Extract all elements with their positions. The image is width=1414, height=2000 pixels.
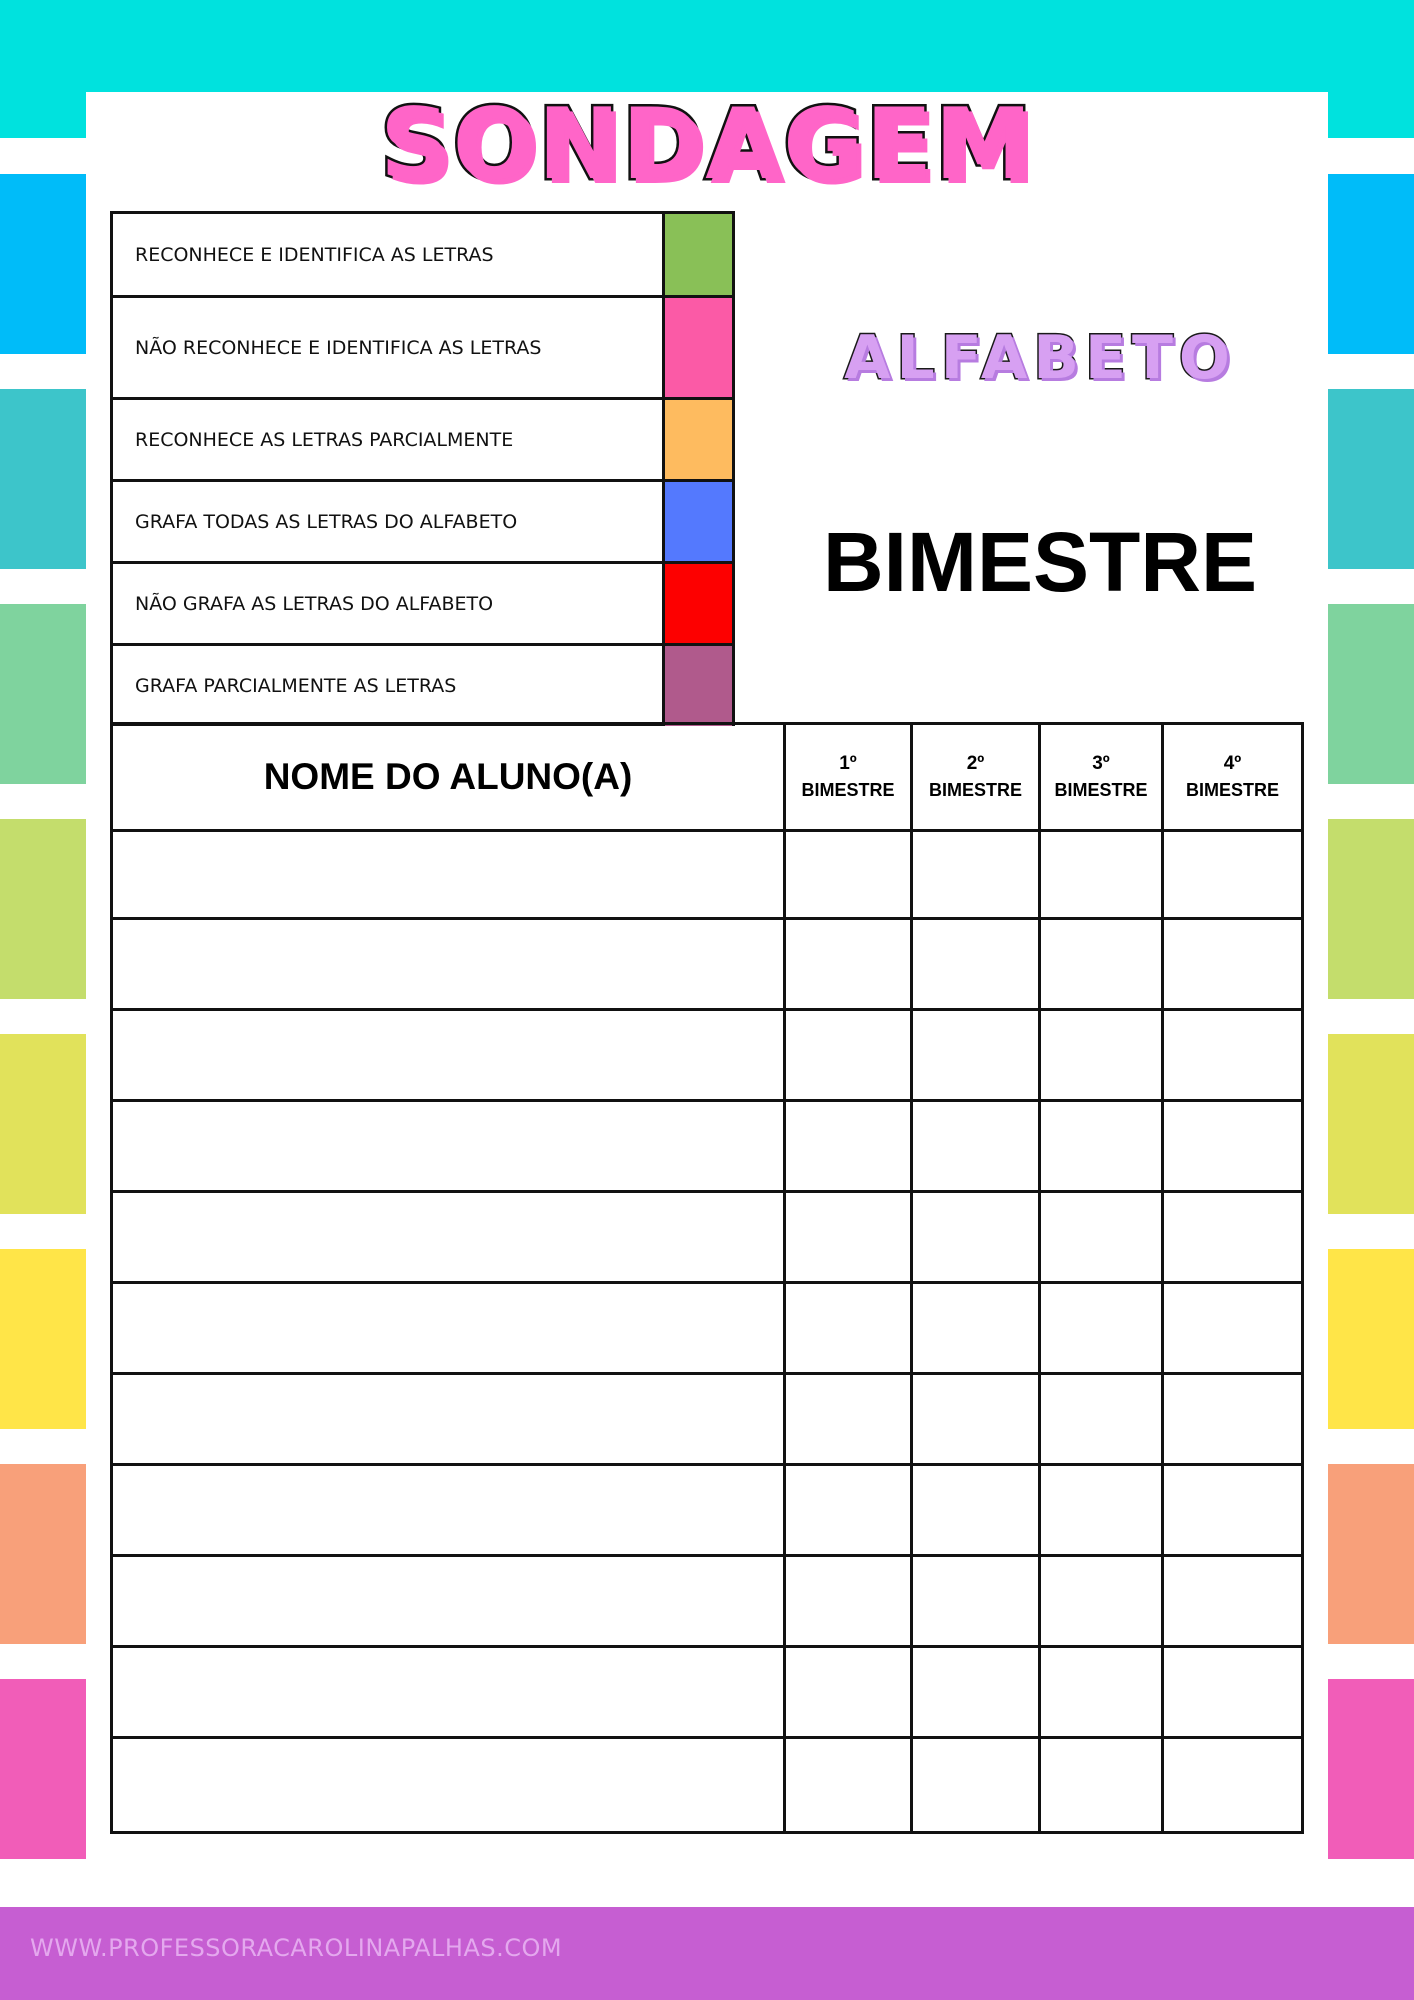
period-heading: BIMESTRE	[822, 515, 1258, 609]
footer-url: WWW.PROFESSORACAROLINAPALHAS.COM	[30, 1934, 563, 1962]
student-row	[113, 1648, 1301, 1739]
legend-swatch-purple	[665, 646, 732, 726]
bimester-number: 1º	[839, 753, 857, 774]
student-row	[113, 1557, 1301, 1648]
page-title: SONDAGEM	[379, 88, 1034, 202]
grid-header	[113, 725, 1301, 832]
legend-swatch-red	[665, 564, 732, 643]
side-stripe	[1328, 389, 1414, 569]
side-stripe	[1328, 1034, 1414, 1214]
student-row	[113, 1193, 1301, 1284]
legend-swatch-pink	[665, 298, 732, 397]
legend-swatch-blue	[665, 482, 732, 561]
legend-row	[113, 214, 732, 298]
bimester-label: BIMESTRE	[801, 780, 895, 800]
side-stripe	[0, 1249, 86, 1429]
bimester-label: BIMESTRE	[1054, 780, 1148, 800]
legend-label: NÃO GRAFA AS LETRAS DO ALFABETO	[113, 564, 665, 643]
side-stripe	[1328, 819, 1414, 999]
student-row	[113, 1739, 1301, 1830]
name-column-header: NOME DO ALUNO(A)	[263, 756, 633, 797]
column-divider	[783, 725, 786, 1831]
bimester-2-header	[913, 725, 1038, 829]
side-stripe	[0, 1679, 86, 1859]
bimester-3-header	[1041, 725, 1161, 829]
column-divider	[1161, 725, 1164, 1831]
legend-label: GRAFA TODAS AS LETRAS DO ALFABETO	[113, 482, 665, 561]
side-stripe	[1328, 604, 1414, 784]
student-row	[113, 1102, 1301, 1193]
student-row	[113, 920, 1301, 1011]
column-divider	[910, 725, 913, 1831]
subtitle-alfabeto: ALFABETO	[844, 323, 1236, 393]
legend-row	[113, 400, 732, 482]
legend-row	[113, 482, 732, 564]
legend-label: GRAFA PARCIALMENTE AS LETRAS	[113, 646, 665, 726]
legend-label: RECONHECE AS LETRAS PARCIALMENTE	[113, 400, 665, 479]
student-row	[113, 1284, 1301, 1375]
legend-row	[113, 564, 732, 646]
student-row	[113, 1466, 1301, 1557]
student-row	[113, 1011, 1301, 1102]
bimester-label: BIMESTRE	[1185, 780, 1279, 800]
legend-table	[110, 211, 735, 726]
legend-row	[113, 298, 732, 400]
column-divider	[1038, 725, 1041, 1831]
side-stripe	[1328, 1679, 1414, 1859]
legend-label: NÃO RECONHECE E IDENTIFICA AS LETRAS	[113, 298, 665, 397]
bimester-4-header	[1164, 725, 1301, 829]
bimester-number: 4º	[1223, 753, 1242, 774]
side-stripe	[0, 1464, 86, 1644]
student-row	[113, 1375, 1301, 1466]
side-stripe	[1328, 1464, 1414, 1644]
side-stripe	[1328, 1249, 1414, 1429]
legend-swatch-orange	[665, 400, 732, 479]
student-row	[113, 829, 1301, 920]
bimester-label: BIMESTRE	[928, 780, 1022, 800]
bimester-1-header	[786, 725, 910, 829]
side-stripe	[0, 604, 86, 784]
legend-label: RECONHECE E IDENTIFICA AS LETRAS	[113, 214, 665, 295]
bimester-number: 3º	[1092, 753, 1110, 774]
bimester-number: 2º	[966, 753, 985, 774]
side-stripe	[0, 389, 86, 569]
side-stripe	[1328, 174, 1414, 354]
side-stripe	[0, 1034, 86, 1214]
legend-row	[113, 646, 732, 726]
legend-swatch-green	[665, 214, 732, 295]
student-grid	[110, 722, 1304, 1834]
side-stripe	[0, 174, 86, 354]
side-stripe	[0, 819, 86, 999]
